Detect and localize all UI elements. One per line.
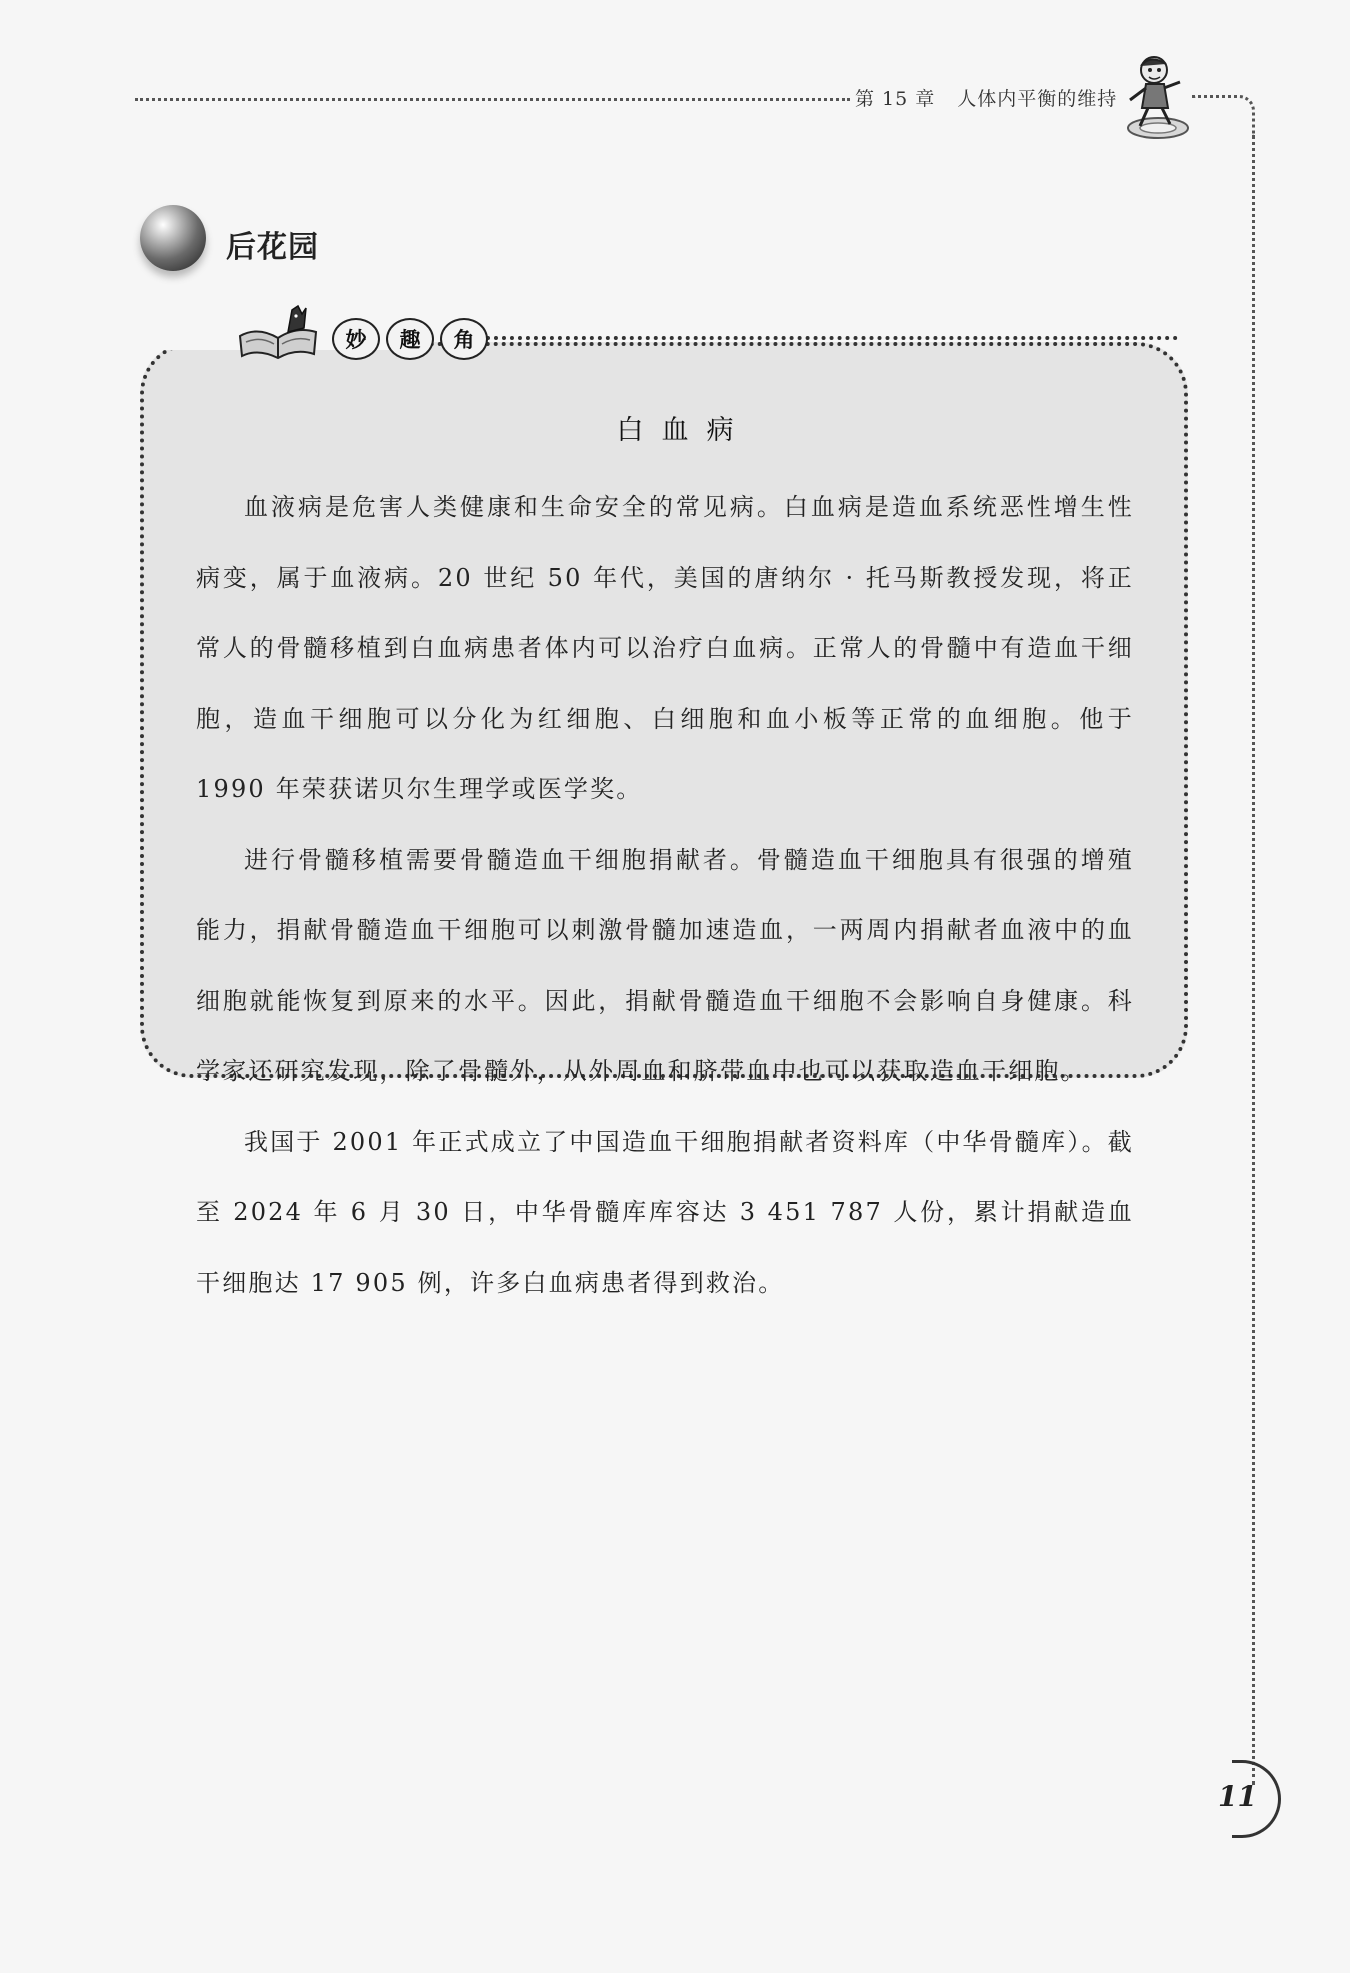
chapter-title: 人体内平衡的维持	[957, 88, 1118, 110]
article-title: 白血病	[616, 415, 752, 446]
margin-dotted-corner	[1192, 95, 1255, 138]
section-orb-icon	[140, 205, 206, 271]
margin-dotted-rule	[1252, 135, 1255, 1785]
running-header	[855, 84, 1125, 111]
article-body	[196, 472, 1134, 1318]
header-dotted-rule	[135, 98, 850, 101]
feature-tags	[332, 318, 488, 360]
tag-qu: 趣	[386, 318, 434, 360]
tag-jiao: 角	[440, 318, 488, 360]
open-book-icon	[236, 302, 320, 364]
section-title: 后花园	[226, 230, 319, 265]
paragraph: 我国于 2001 年正式成立了中国造血干细胞捐献者资料库（中华骨髓库）。截至 2024 年 6 月 30 日，中华骨髓库库容达 3 451 787 人份，累计捐献造血干细胞达 17 905 例，许多白血病患者得到救治。	[196, 1127, 1134, 1297]
page-number: 11	[1218, 1780, 1257, 1813]
mascot-icon	[1120, 52, 1192, 142]
paragraph: 血液病是危害人类健康和生命安全的常见病。白血病是造血系统恶性增生性病变，属于血液病。20 世纪 50 年代，美国的唐纳尔 · 托马斯教授发现，将正常人的骨髓移植到白血病患者体内可以治疗白血病。正常人的骨髓中有造血干细胞，造血干细胞可以分化为红细胞、白细胞和血小板等正常的血细胞。他于 1990 年荣获诺贝尔生理学或医学奖。	[196, 493, 1134, 803]
chapter-number: 第 15 章	[855, 88, 936, 110]
tag-dotted-rule	[486, 336, 1178, 340]
tag-miao: 妙	[332, 318, 380, 360]
paragraph: 进行骨髓移植需要骨髓造血干细胞捐献者。骨髓造血干细胞具有很强的增殖能力，捐献骨髓造血干细胞可以刺激骨髓加速造血，一两周内捐献者血液中的血细胞就能恢复到原来的水平。因此，捐献骨髓造血干细胞不会影响自身健康。科学家还研究发现，除了骨髓外，从外周血和脐带血中也可以获取造血干细胞。	[196, 845, 1134, 1085]
